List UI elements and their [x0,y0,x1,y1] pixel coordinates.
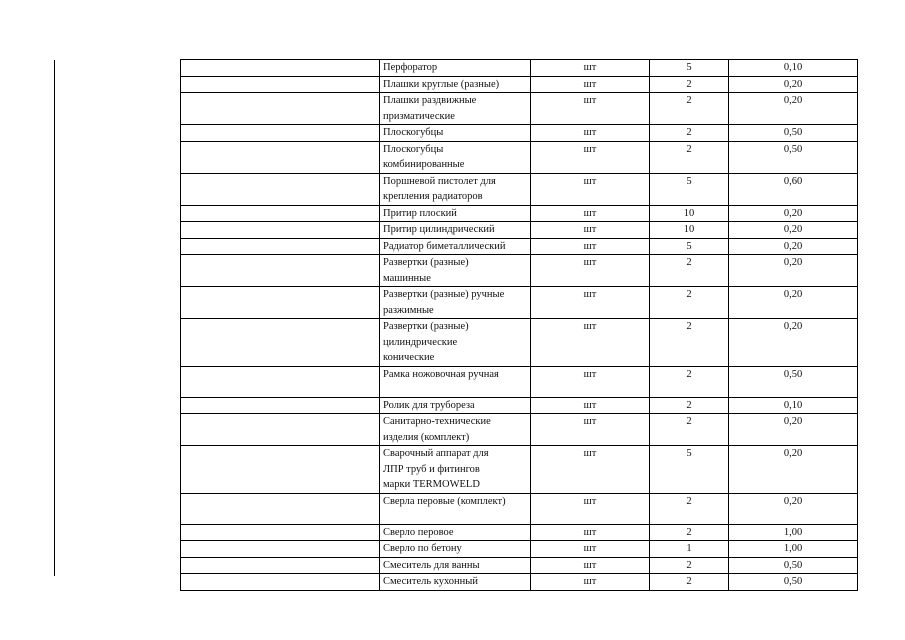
value-cell [729,414,858,446]
quantity-text: 2 [686,78,692,90]
value-text: 0,20 [783,321,803,332]
item-name-text: Притир плоский [383,207,457,219]
value-cell [729,446,858,494]
table-row [181,541,858,558]
value-cell [729,255,858,287]
table-row [181,255,858,287]
empty-cell [181,493,380,524]
empty-cell [181,60,380,77]
value-cell [729,541,858,558]
item-name-text: Поршневой пистолет для крепления радиаторов [383,175,496,202]
quantity-text: 2 [686,143,692,155]
empty-cell [181,222,380,239]
unit-text: шт [583,543,597,554]
quantity-cell [650,493,729,524]
unit-cell [531,76,650,93]
quantity-cell [650,60,729,77]
table-row [181,60,858,77]
unit-cell [531,574,650,591]
unit-cell [531,238,650,255]
quantity-text: 2 [686,495,692,507]
table-row [181,125,858,142]
value-cell [729,173,858,205]
unit-text: шт [583,399,597,411]
unit-text: шт [583,321,597,332]
item-name-cell [380,414,531,446]
value-text: 1,00 [783,526,803,538]
quantity-cell [650,76,729,93]
quantity-cell [650,173,729,205]
value-text: 0,20 [783,207,803,219]
unit-text: шт [583,62,597,73]
value-cell [729,557,858,574]
empty-cell [181,366,380,397]
unit-cell [531,414,650,446]
quantity-cell [650,446,729,494]
value-text: 0,10 [783,62,803,73]
item-name-cell [380,173,531,205]
empty-cell [181,574,380,591]
item-name-text: Радиатор биметаллический [383,240,506,252]
value-cell [729,60,858,77]
value-cell [729,319,858,367]
value-text: 0,20 [783,78,803,90]
unit-cell [531,60,650,77]
unit-cell [531,222,650,239]
item-name-cell [380,524,531,541]
quantity-text: 2 [686,368,692,380]
unit-text: шт [583,368,597,380]
item-name-text: Сварочный аппарат для ЛПР труб и фитингов марки TERMOWELD [383,448,489,490]
empty-cell [181,205,380,222]
equipment-table-body [181,60,858,591]
value-text: 0,50 [783,576,803,587]
empty-cell [181,446,380,494]
quantity-cell [650,414,729,446]
unit-text: шт [583,289,597,300]
item-name-cell [380,493,531,524]
quantity-cell [650,366,729,397]
unit-text: шт [583,143,597,155]
item-name-text: Сверло по бетону [383,543,462,554]
table-row [181,287,858,319]
unit-text: шт [583,224,597,235]
unit-text: шт [583,526,597,538]
value-text: 0,50 [783,368,803,380]
item-name-text: Плоскогубцы [383,127,444,138]
quantity-text: 2 [686,416,692,427]
value-text: 0,20 [783,448,803,459]
empty-cell [181,287,380,319]
value-text: 0,60 [783,175,803,187]
empty-cell [181,141,380,173]
quantity-text: 2 [686,576,692,587]
empty-cell [181,557,380,574]
unit-cell [531,541,650,558]
item-name-cell [380,319,531,367]
item-name-cell [380,557,531,574]
item-name-cell [380,125,531,142]
quantity-text: 5 [686,240,692,252]
empty-cell [181,238,380,255]
item-name-text: Рамка ножовочная ручная [383,368,499,380]
item-name-text: Притир цилиндрический [383,224,495,235]
table-row [181,141,858,173]
item-name-text: Смеситель для ванны [383,559,480,571]
unit-text: шт [583,240,597,252]
item-name-cell [380,366,531,397]
item-name-text: Развертки (разные) ручные разжимные [383,289,505,316]
value-text: 0,20 [783,257,803,268]
quantity-cell [650,255,729,287]
item-name-cell [380,255,531,287]
quantity-text: 1 [686,543,692,554]
item-name-cell [380,76,531,93]
empty-cell [181,93,380,125]
quantity-cell [650,524,729,541]
empty-cell [181,76,380,93]
empty-cell [181,524,380,541]
quantity-text: 2 [686,399,692,411]
empty-cell [181,414,380,446]
page-margin-line [54,60,55,576]
quantity-text: 5 [686,448,692,459]
unit-text: шт [583,78,597,90]
item-name-text: Санитарно-технические изделия (комплект) [383,416,491,443]
table-row [181,414,858,446]
unit-text: шт [583,448,597,459]
table-row [181,524,858,541]
quantity-text: 2 [686,526,692,538]
value-text: 0,20 [783,416,803,427]
value-cell [729,397,858,414]
table-row [181,446,858,494]
quantity-text: 2 [686,321,692,332]
quantity-text: 2 [686,559,692,571]
value-cell [729,574,858,591]
quantity-cell [650,125,729,142]
value-text: 0,20 [783,95,803,106]
unit-text: шт [583,95,597,106]
unit-text: шт [583,175,597,187]
quantity-text: 2 [686,95,692,106]
item-name-text: Развертки (разные) цилиндрические конические [383,321,469,363]
value-text: 0,50 [783,559,803,571]
unit-text: шт [583,576,597,587]
value-cell [729,222,858,239]
quantity-cell [650,574,729,591]
unit-cell [531,366,650,397]
unit-cell [531,173,650,205]
value-text: 0,20 [783,240,803,252]
empty-cell [181,125,380,142]
table-row [181,397,858,414]
item-name-text: Плоскогубцы комбинированные [383,143,465,170]
unit-cell [531,205,650,222]
value-cell [729,287,858,319]
table-row [181,238,858,255]
item-name-text: Смеситель кухонный [383,576,478,587]
empty-cell [181,255,380,287]
unit-cell [531,141,650,173]
unit-text: шт [583,559,597,571]
quantity-cell [650,287,729,319]
table-row [181,205,858,222]
quantity-text: 2 [686,257,692,268]
value-cell [729,366,858,397]
value-cell [729,93,858,125]
unit-cell [531,557,650,574]
unit-text: шт [583,127,597,138]
unit-text: шт [583,416,597,427]
equipment-table [180,59,858,591]
quantity-cell [650,93,729,125]
table-row [181,574,858,591]
value-text: 0,20 [783,289,803,300]
unit-cell [531,93,650,125]
unit-text: шт [583,495,597,507]
value-cell [729,125,858,142]
table-row [181,493,858,524]
table-row [181,222,858,239]
item-name-cell [380,397,531,414]
table-row [181,76,858,93]
value-cell [729,238,858,255]
item-name-cell [380,238,531,255]
item-name-cell [380,287,531,319]
unit-cell [531,446,650,494]
item-name-cell [380,205,531,222]
value-text: 0,50 [783,127,803,138]
empty-cell [181,397,380,414]
item-name-cell [380,541,531,558]
quantity-text: 2 [686,289,692,300]
empty-cell [181,319,380,367]
quantity-text: 10 [683,224,695,235]
value-cell [729,493,858,524]
quantity-cell [650,397,729,414]
value-text: 1,00 [783,543,803,554]
quantity-cell [650,238,729,255]
quantity-text: 5 [686,62,692,73]
item-name-cell [380,141,531,173]
value-cell [729,205,858,222]
table-row [181,93,858,125]
value-text: 0,20 [783,495,803,507]
table-row [181,366,858,397]
unit-text: шт [583,257,597,268]
value-text: 0,50 [783,143,803,155]
item-name-text: Ролик для трубореза [383,399,475,411]
value-cell [729,141,858,173]
quantity-cell [650,541,729,558]
item-name-text: Плашки раздвижные призматические [383,95,477,122]
item-name-cell [380,60,531,77]
unit-cell [531,287,650,319]
unit-cell [531,125,650,142]
item-name-text: Плашки круглые (разные) [383,78,500,90]
item-name-cell [380,574,531,591]
quantity-text: 2 [686,127,692,138]
item-name-text: Сверло перовое [383,526,454,538]
unit-cell [531,524,650,541]
quantity-cell [650,141,729,173]
item-name-cell [380,93,531,125]
quantity-cell [650,557,729,574]
unit-text: шт [583,207,597,219]
quantity-cell [650,222,729,239]
item-name-text: Сверла перовые (комплект) [383,495,506,507]
value-cell [729,524,858,541]
quantity-cell [650,205,729,222]
value-text: 0,20 [783,224,803,235]
empty-cell [181,541,380,558]
table-row [181,173,858,205]
item-name-cell [380,446,531,494]
quantity-cell [650,319,729,367]
unit-cell [531,255,650,287]
table-row [181,557,858,574]
empty-cell [181,173,380,205]
item-name-text: Перфоратор [383,62,438,73]
value-text: 0,10 [783,399,803,411]
table-row [181,319,858,367]
quantity-text: 10 [683,207,695,219]
value-cell [729,76,858,93]
unit-cell [531,397,650,414]
quantity-text: 5 [686,175,692,187]
item-name-text: Развертки (разные) машинные [383,257,469,284]
item-name-cell [380,222,531,239]
unit-cell [531,493,650,524]
unit-cell [531,319,650,367]
